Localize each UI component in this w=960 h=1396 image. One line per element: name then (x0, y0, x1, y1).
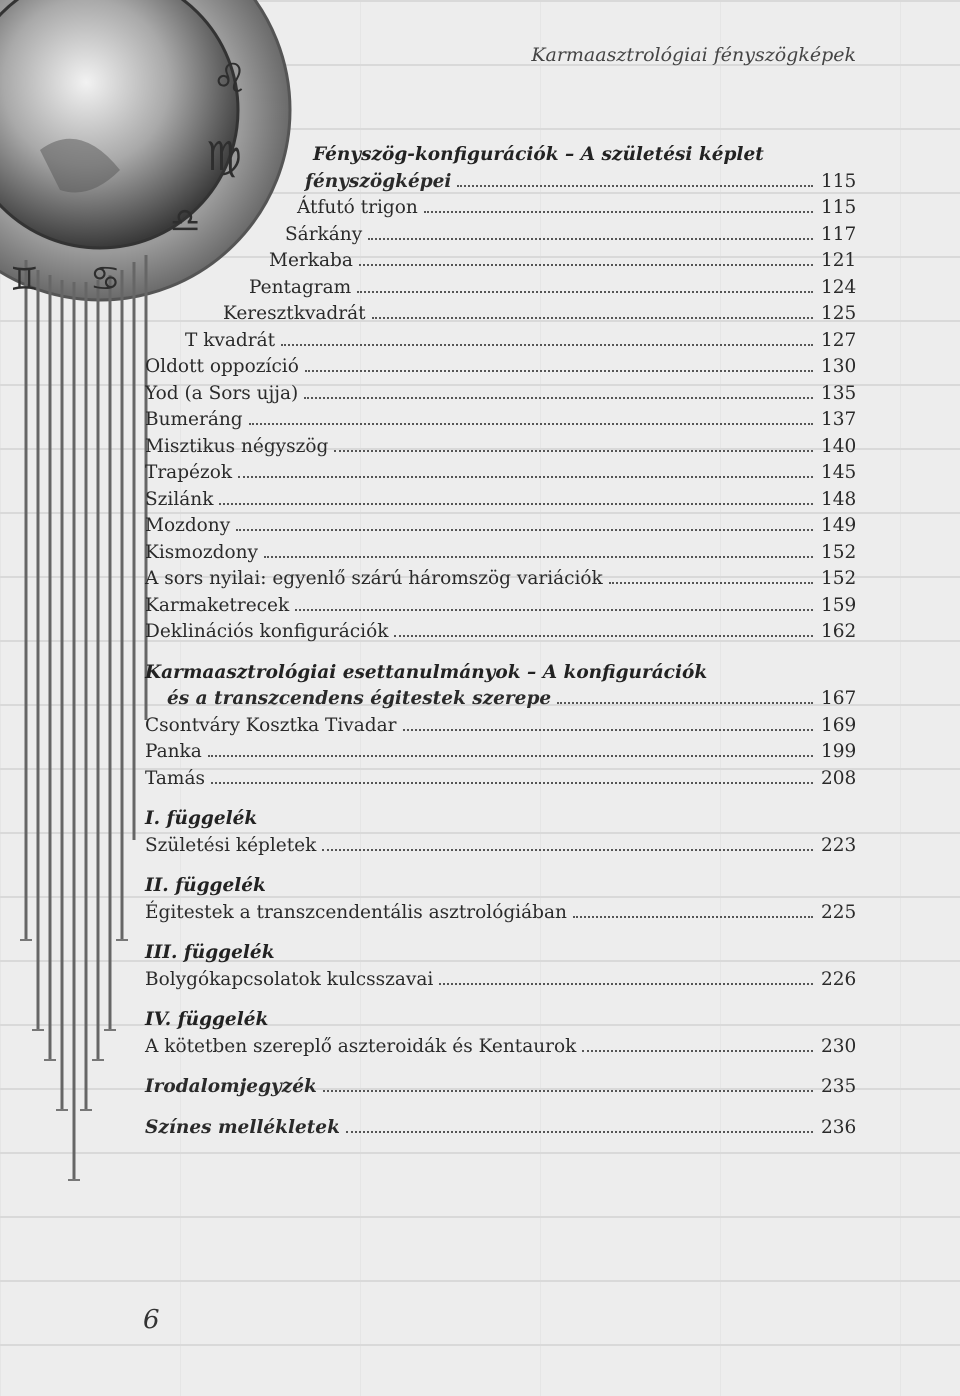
toc-entry-page: 225 (821, 901, 857, 923)
page-number: 6 (143, 1305, 160, 1335)
toc-entry-title: Sárkány (285, 223, 363, 245)
dot-leader (372, 317, 813, 319)
toc-entry-page: 208 (821, 767, 857, 789)
toc-entry[interactable] (145, 354, 855, 381)
toc-entry-page: 127 (821, 329, 857, 351)
toc-entry-title: Átfutó trigon (297, 197, 418, 218)
toc-entry[interactable] (145, 833, 855, 860)
toc-entry[interactable] (145, 248, 855, 275)
toc-entry-page: 135 (821, 382, 857, 404)
toc-entry-title: Keresztkvadrát (223, 303, 366, 324)
dot-leader (346, 1131, 813, 1133)
toc-entry[interactable] (145, 593, 855, 620)
dot-leader (323, 1090, 813, 1092)
toc-entry[interactable] (145, 739, 855, 766)
toc-entry-title: A kötetben szereplő aszteroidák és Kentaurok (145, 1035, 577, 1057)
toc-entry-page: 152 (821, 541, 857, 563)
toc-entry-page: 148 (821, 488, 857, 510)
toc-entry-title: Panka (145, 741, 202, 762)
dot-leader (357, 291, 813, 293)
toc-entry[interactable] (145, 1034, 855, 1061)
dot-leader (334, 450, 813, 452)
toc-entry[interactable] (145, 487, 855, 514)
dot-leader (368, 238, 813, 240)
toc-entry-title: Deklinációs konfigurációk (145, 621, 389, 642)
dot-leader (249, 423, 813, 425)
section-gap (145, 859, 855, 873)
dot-leader (322, 849, 813, 851)
toc-entry-title: Bolygókapcsolatok kulcsszavai (145, 968, 434, 990)
toc-entry[interactable] (145, 434, 855, 461)
toc-entry[interactable] (145, 619, 855, 646)
toc-entry[interactable] (145, 301, 855, 328)
section-heading: III. függelék (145, 942, 275, 963)
dot-leader (424, 211, 813, 213)
dot-leader (439, 983, 813, 985)
zodiac-glyph-virgo: ♍ (206, 134, 242, 180)
toc-entry-title: Karmaketrecek (145, 594, 290, 616)
toc-entry-page: 121 (821, 250, 857, 271)
dot-leader (394, 635, 813, 637)
dot-leader (264, 556, 813, 558)
toc-entry-page: 125 (821, 303, 857, 324)
section-gap (145, 993, 855, 1007)
toc-entry-title: Mozdony (145, 515, 231, 536)
toc-entry-page: 159 (821, 594, 857, 616)
toc-entry[interactable] (145, 540, 855, 567)
toc-entry-title: Égitestek a transzcendentális asztrológiában (145, 901, 567, 923)
toc-entry[interactable] (145, 1115, 855, 1142)
toc-entry-title: Tamás (145, 767, 205, 789)
dot-leader (295, 609, 813, 611)
toc-entry-title: Trapézok (145, 462, 233, 483)
toc-entry-page: 230 (821, 1035, 857, 1057)
dot-leader (304, 397, 813, 399)
toc-entry-page: 140 (821, 435, 857, 457)
toc-entry-title: T kvadrát (185, 329, 276, 351)
toc-entry-page: 169 (821, 714, 857, 736)
toc-entry-title: Színes mellékletek (145, 1116, 340, 1138)
section-gap (145, 1101, 855, 1115)
toc-entry-page: 130 (821, 356, 857, 377)
toc-entry-title: Irodalomjegyzék (145, 1076, 317, 1097)
dot-leader (457, 185, 813, 187)
section-heading: II. függelék (145, 875, 266, 896)
toc-entry[interactable] (145, 513, 855, 540)
toc-entry-page: 152 (821, 568, 857, 589)
running-header: Karmaasztrológiai fényszögképek (531, 44, 856, 66)
zodiac-glyph-leo: ♌ (212, 56, 248, 102)
dot-leader (211, 782, 813, 784)
toc-entry[interactable] (145, 900, 855, 927)
dot-leader (359, 264, 813, 266)
dot-leader (305, 370, 813, 372)
toc-entry[interactable] (145, 275, 855, 302)
toc-entry-title: Bumeráng (145, 409, 243, 430)
toc-entry-page: 115 (821, 170, 857, 192)
toc-entry-title: Yod (a Sors ujja) (145, 382, 299, 404)
toc-entry-page: 199 (821, 741, 857, 762)
dot-leader (219, 503, 813, 505)
toc-entry-title: Szilánk (145, 488, 214, 510)
toc-entry[interactable] (145, 686, 855, 713)
toc-entry-page: 226 (821, 968, 857, 990)
section-heading: Karmaasztrológiai esettanulmányok – A konfigurációk (145, 661, 708, 683)
toc-entry[interactable] (145, 967, 855, 994)
toc-entry-page: 149 (821, 515, 857, 536)
toc-entry-page: 115 (821, 197, 857, 218)
toc-entry[interactable] (145, 407, 855, 434)
toc-entry-page: 235 (821, 1076, 857, 1097)
table-of-contents (145, 142, 855, 1141)
toc-entry-title: Merkaba (269, 250, 353, 271)
toc-entry[interactable] (145, 381, 855, 408)
toc-entry-title: Misztikus négyszög (145, 435, 329, 457)
toc-entry[interactable] (145, 195, 855, 222)
toc-entry[interactable] (145, 766, 855, 793)
toc-entry-title: Pentagram (249, 276, 352, 298)
toc-entry-title: A sors nyilai: egyenlő szárú háromszög variációk (145, 568, 603, 589)
toc-entry-page: 145 (821, 462, 857, 483)
dot-leader (238, 476, 813, 478)
toc-entry-title: fényszögképei (305, 170, 452, 192)
zodiac-glyph-gemini: ♊ (10, 260, 39, 298)
section-heading: Fényszög-konfigurációk – A születési képlet (313, 144, 764, 165)
zodiac-glyph-cancer: ♋ (90, 259, 121, 299)
toc-entry[interactable] (145, 713, 855, 740)
toc-entry-page: 236 (821, 1116, 857, 1138)
toc-entry-page: 162 (821, 621, 857, 642)
dot-leader (403, 729, 813, 731)
section-gap (145, 646, 855, 660)
toc-entry[interactable] (145, 328, 855, 355)
toc-entry-title: Születési képletek (145, 834, 317, 856)
column-bars (26, 255, 146, 1180)
toc-entry[interactable] (145, 1074, 855, 1101)
section-heading: I. függelék (145, 808, 258, 829)
toc-entry-title: Kismozdony (145, 541, 259, 563)
section-gap (145, 926, 855, 940)
dot-leader (236, 529, 813, 531)
toc-entry-page: 117 (821, 223, 857, 245)
toc-entry-page: 137 (821, 409, 857, 430)
toc-entry-page: 124 (821, 276, 857, 298)
section-gap (145, 792, 855, 806)
section-heading: IV. függelék (145, 1009, 269, 1030)
dot-leader (557, 702, 813, 704)
toc-entry[interactable] (145, 460, 855, 487)
dot-leader (582, 1050, 813, 1052)
toc-entry[interactable] (145, 222, 855, 249)
dot-leader (573, 916, 813, 918)
toc-entry-title: Oldott oppozíció (145, 356, 299, 377)
toc-entry[interactable] (145, 566, 855, 593)
toc-entry-title: és a transzcendens égitestek szerepe (167, 688, 552, 709)
dot-leader (281, 344, 813, 346)
toc-entry-page: 167 (821, 688, 857, 709)
dot-leader (609, 582, 813, 584)
dot-leader (208, 755, 813, 757)
toc-entry-page: 223 (821, 834, 857, 856)
zodiac-glyph-libra: ♎ (170, 201, 201, 241)
toc-entry-title: Csontváry Kosztka Tivadar (145, 714, 397, 736)
toc-entry[interactable] (145, 169, 855, 196)
section-gap (145, 1060, 855, 1074)
